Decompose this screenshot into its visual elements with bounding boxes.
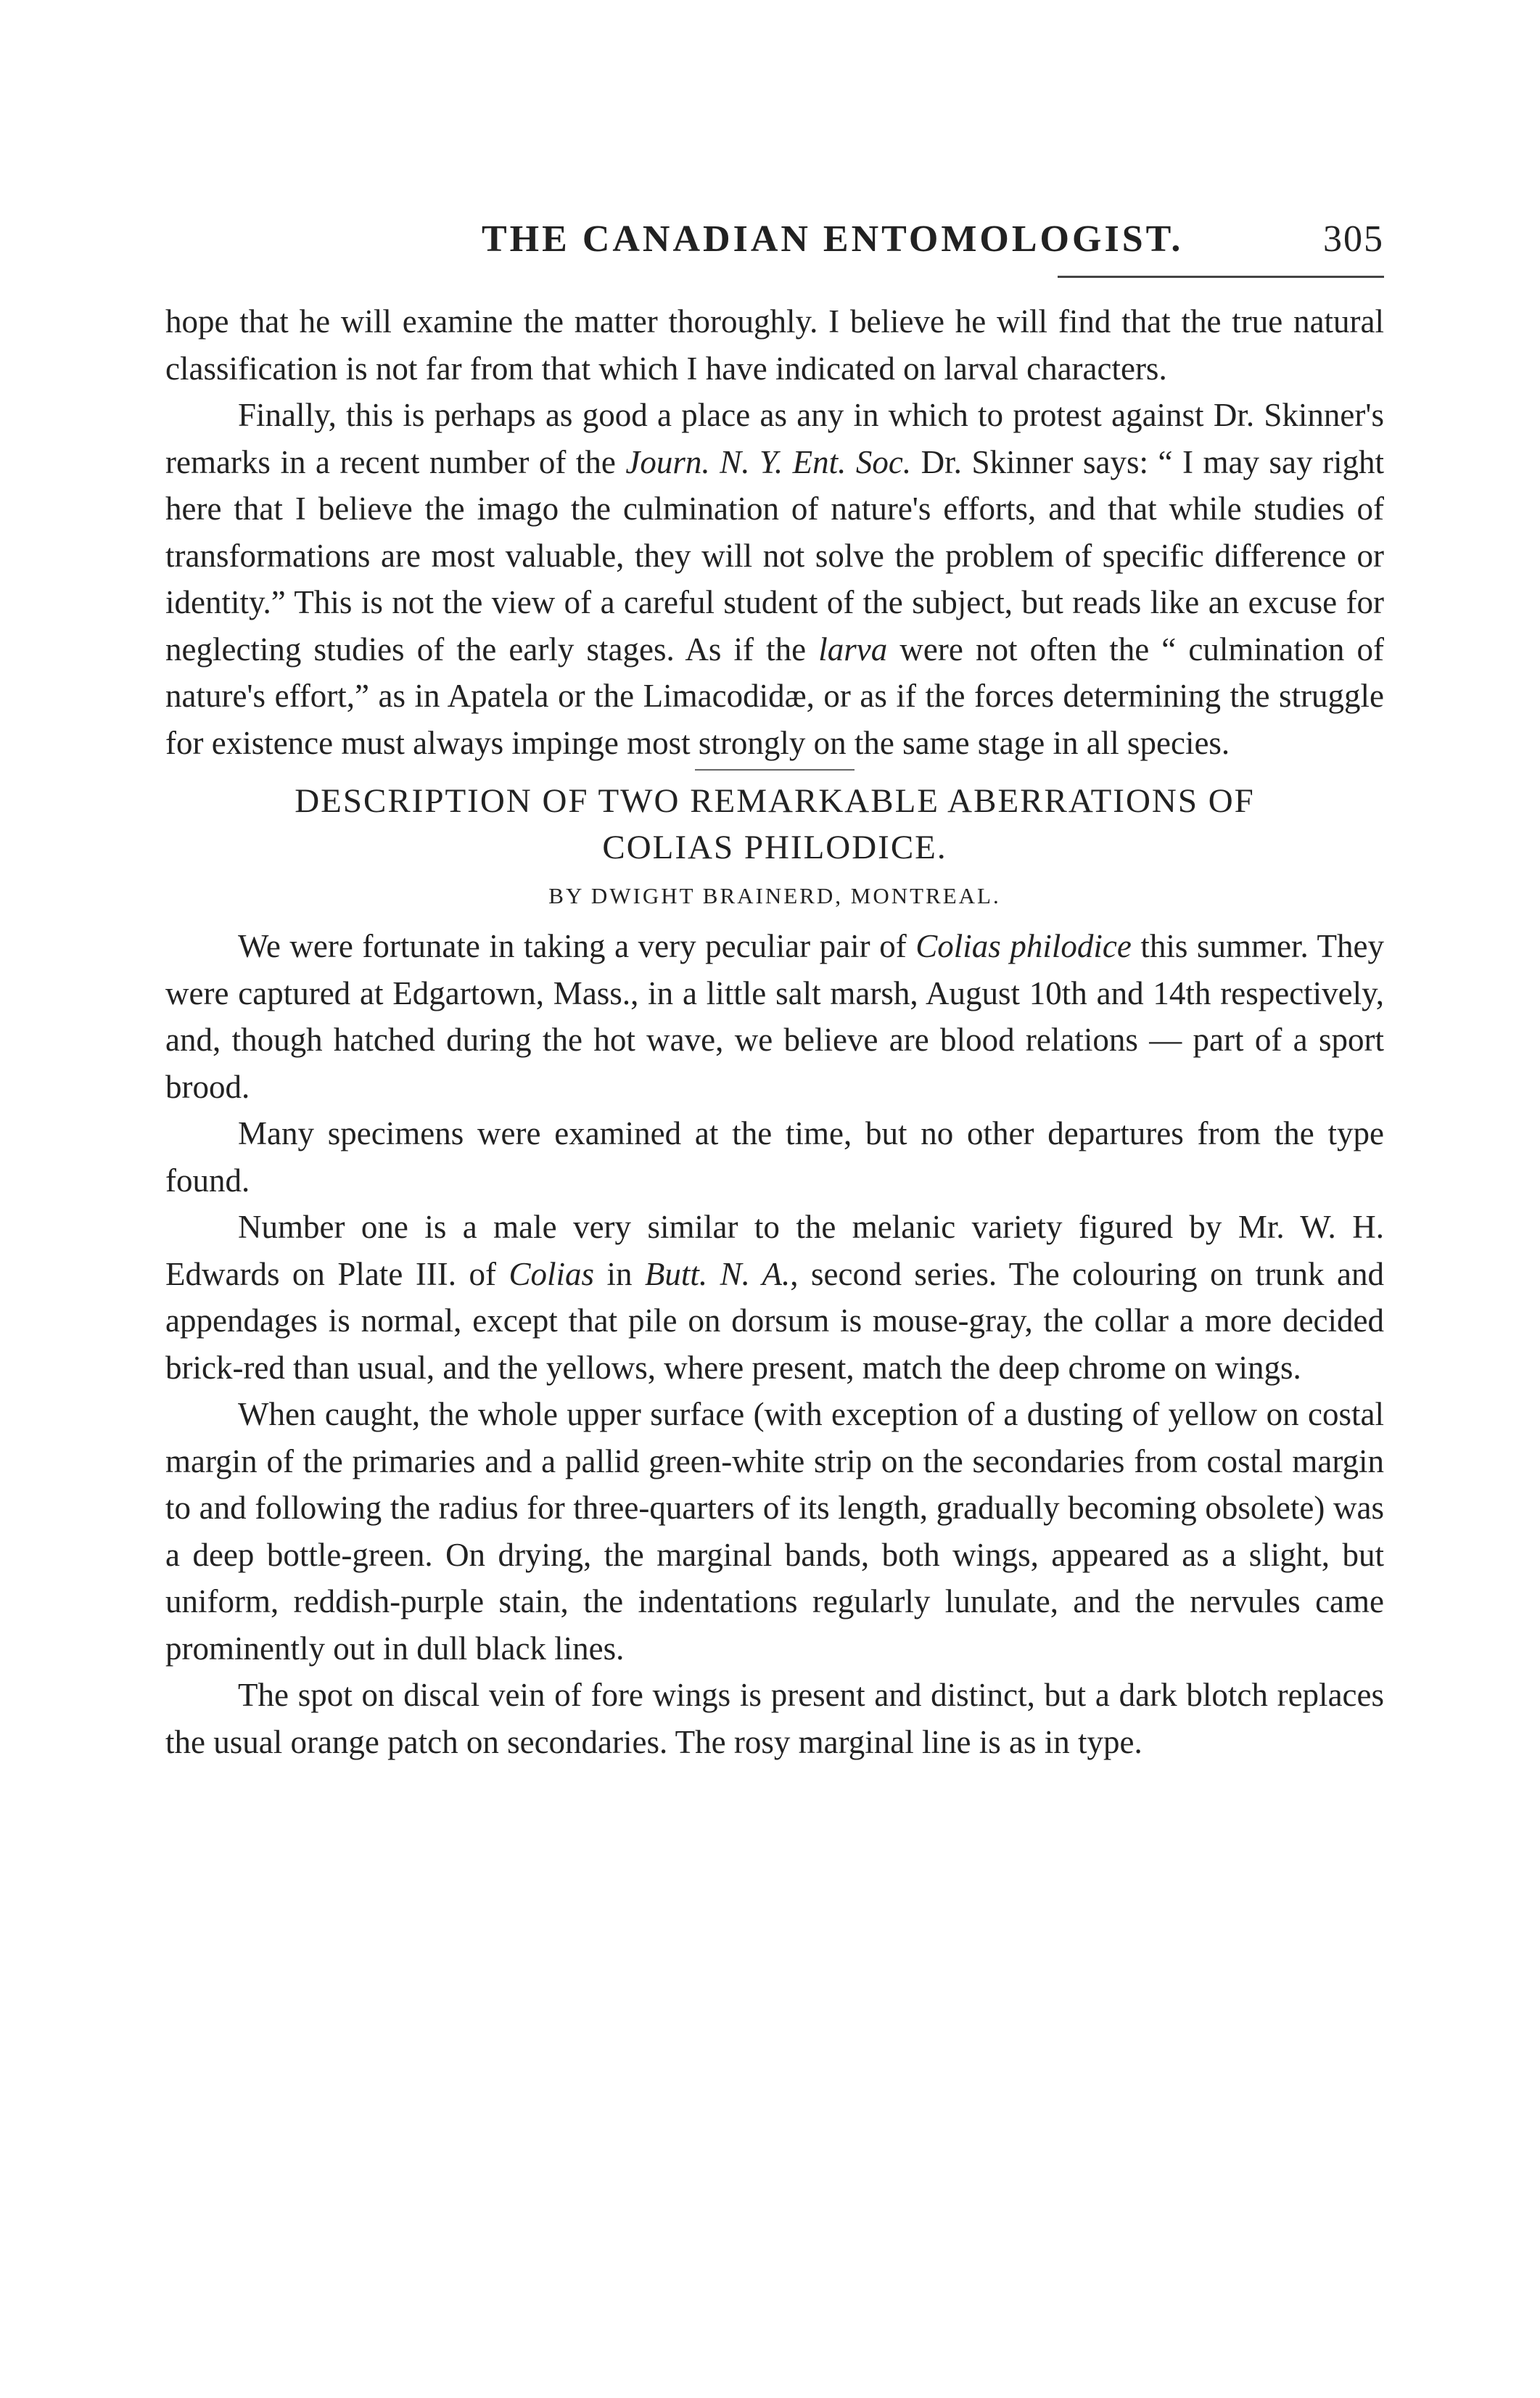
journal-title: Journ. N. Y. Ent. Soc. xyxy=(625,443,912,480)
paragraph-text: , second series. The colouring on trunk and appendages is normal, except that pile on dorsum is mouse-gray, the collar a more decided brick-red than usual, and the yellows, where present, match the deep chrome on wings. xyxy=(165,1255,1384,1386)
running-title: THE CANADIAN ENTOMOLOGIST. xyxy=(482,218,1184,260)
article-title xyxy=(165,778,1384,871)
paragraph-text: Finally, this is perhaps as good a place as any in which to protest against Dr. Skinner's remarks in a recent number of the xyxy=(165,397,1384,480)
continued-paragraph xyxy=(165,298,1384,392)
article-title-line-1: DESCRIPTION OF TWO REMARKABLE ABERRATIONS OF xyxy=(295,782,1255,820)
paragraph-text: in xyxy=(593,1255,645,1292)
article-title-line-2: COLIAS PHILODICE. xyxy=(602,829,947,866)
running-head xyxy=(165,218,1384,276)
protest-paragraph xyxy=(165,392,1384,766)
paragraph-text: We were fortunate in taking a very peculiar pair of xyxy=(238,928,916,964)
paragraph-text: hope that he will examine the matter thoroughly. I believe he will find that the true natural classification is not far from that which I have indicated on larval characters. xyxy=(165,303,1384,387)
article-paragraph-4: When caught, the whole upper surface (with exception of a dusting of yellow on costal margin of the primaries and a pallid green-white strip on the secondaries from costal margin to and following the radius for three-quarters of its length, gradually becoming obsolete) was a deep bottle-green. On drying, the marginal bands, both wings, appeared as a slight, but uniform, reddish-purple stain, the indentations regularly lunulate, and the nervules came prominently out in dull black lines. xyxy=(165,1396,1384,1667)
byline: BY DWIGHT BRAINERD, MONTREAL. xyxy=(548,883,1001,908)
paragraph-text: Number one is a male very similar to the melanic variety figured by Mr. W. H. Edwards on Plate III. of xyxy=(165,1209,1384,1292)
section-divider xyxy=(695,769,855,771)
paragraph-text: this summer. They were captured at Edgartown, Mass., in a little salt marsh, August 10th and 14th respectively, and, though hatched during the hot wave, we believe are blood relations — part of a sport brood. xyxy=(165,928,1384,1105)
paragraph-text: were not often the “ culmination of nature's effort,” as in Apatela or the Limacodidæ, or as if the forces determining the struggle for existence must always impinge most strongly on the same stage in all species. xyxy=(165,631,1384,761)
article-paragraph-5: The spot on discal vein of fore wings is present and distinct, but a dark blotch replaces the usual orange patch on secondaries. The rosy marginal line is as in type. xyxy=(165,1677,1384,1760)
genus-name: Colias xyxy=(508,1255,594,1292)
paragraph-text: Dr. Skinner says: “ I may say right here that I believe the imago the culmination of nature's efforts, and that while studies of transformations are most valuable, they will not solve the problem of specific difference or identity.” This is not the view of a careful student of the subject, but reads like an excuse for neglecting studies of the early stages. As if the xyxy=(165,443,1384,668)
header-rule xyxy=(1058,276,1384,278)
article-paragraph-1 xyxy=(165,923,1384,1110)
italic-term: larva xyxy=(818,631,888,668)
species-name: Colias philodice xyxy=(915,928,1132,964)
article-paragraph-3 xyxy=(165,1204,1384,1391)
page xyxy=(165,218,1384,1765)
article-paragraph-2: Many specimens were examined at the time, but no other departures from the type found. xyxy=(165,1115,1384,1199)
work-title: Butt. N. A. xyxy=(644,1255,791,1292)
page-number: 305 xyxy=(1323,218,1384,260)
